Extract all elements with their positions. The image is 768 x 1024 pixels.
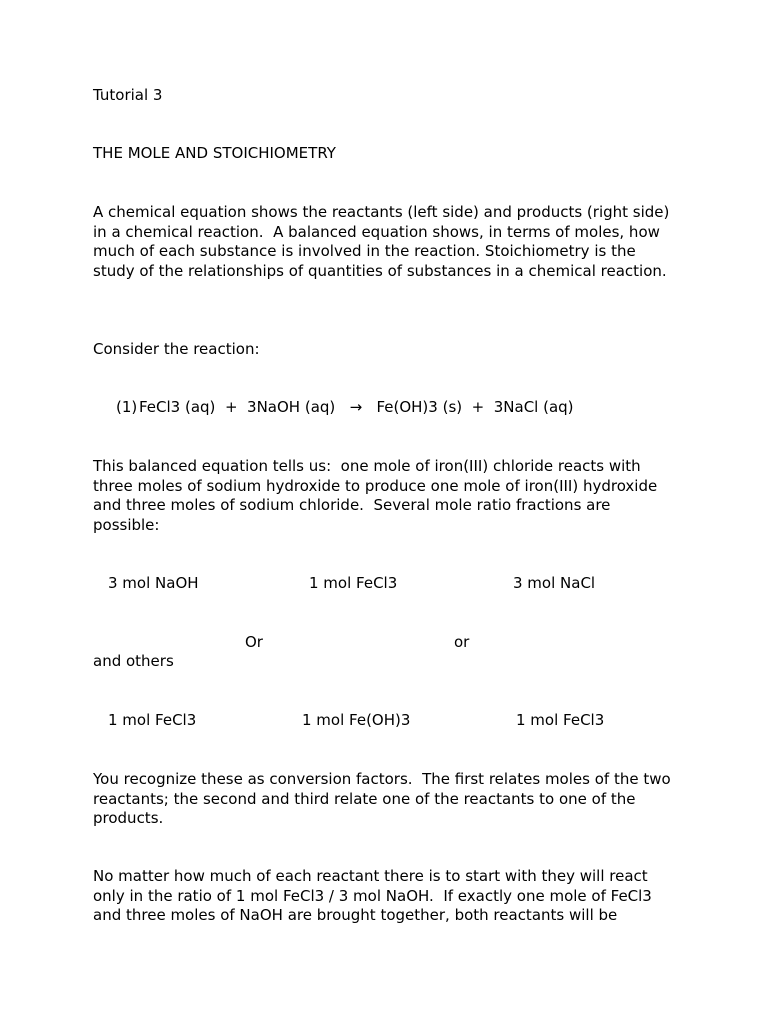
reaction-equation: FeCl3 (aq) + 3NaOH (aq) → Fe(OH)3 (s) + 3NaCl (aq) xyxy=(139,398,574,416)
conversion-factors-paragraph: You recognize these as conversion factors. The first relates moles of the two reactants; the second and third relate one of the reactants to one of the products. xyxy=(93,770,676,828)
ratio-denominator-2: 1 mol Fe(OH)3 xyxy=(302,711,411,729)
ratio-numerator-1: 3 mol NaOH xyxy=(108,574,199,592)
intro-paragraph: A chemical equation shows the reactants (left side) and products (right side) in a chemical reaction. A balanced equation shows, in terms of moles, how much of each substance is involved in the reaction. Stoichiometry is the study of the relationships of quantities of substances in a chemical reaction. xyxy=(93,203,675,280)
ratio-denominator-3: 1 mol FeCl3 xyxy=(516,711,605,729)
ratio-denominator-1: 1 mol FeCl3 xyxy=(108,711,197,729)
ratio-connector-or-1: Or xyxy=(245,633,263,651)
ratio-connector-or-2: or xyxy=(454,633,470,651)
balanced-equation-paragraph: This balanced equation tells us: one mole of iron(III) chloride reacts with three moles of sodium hydroxide to produce one mole of iron(III) hydroxide and three moles of sodium chloride. Several mole ratio fractions are possible: xyxy=(93,457,662,534)
ratio-numerator-2: 1 mol FeCl3 xyxy=(309,574,398,592)
and-others-label: and others xyxy=(93,652,174,670)
reactant-ratio-paragraph: No matter how much of each reactant there is to start with they will react only in the ratio of 1 mol FeCl3 / 3 mol NaOH. If exactly one mole of FeCl3 and three moles of NaOH are brought together, both reactants will be xyxy=(93,867,657,925)
ratio-numerator-3: 3 mol NaCl xyxy=(513,574,596,592)
consider-line: Consider the reaction: xyxy=(93,340,260,358)
page-heading: THE MOLE AND STOICHIOMETRY xyxy=(93,144,336,162)
tutorial-label: Tutorial 3 xyxy=(93,86,163,104)
equation-number: (1) xyxy=(116,398,138,416)
